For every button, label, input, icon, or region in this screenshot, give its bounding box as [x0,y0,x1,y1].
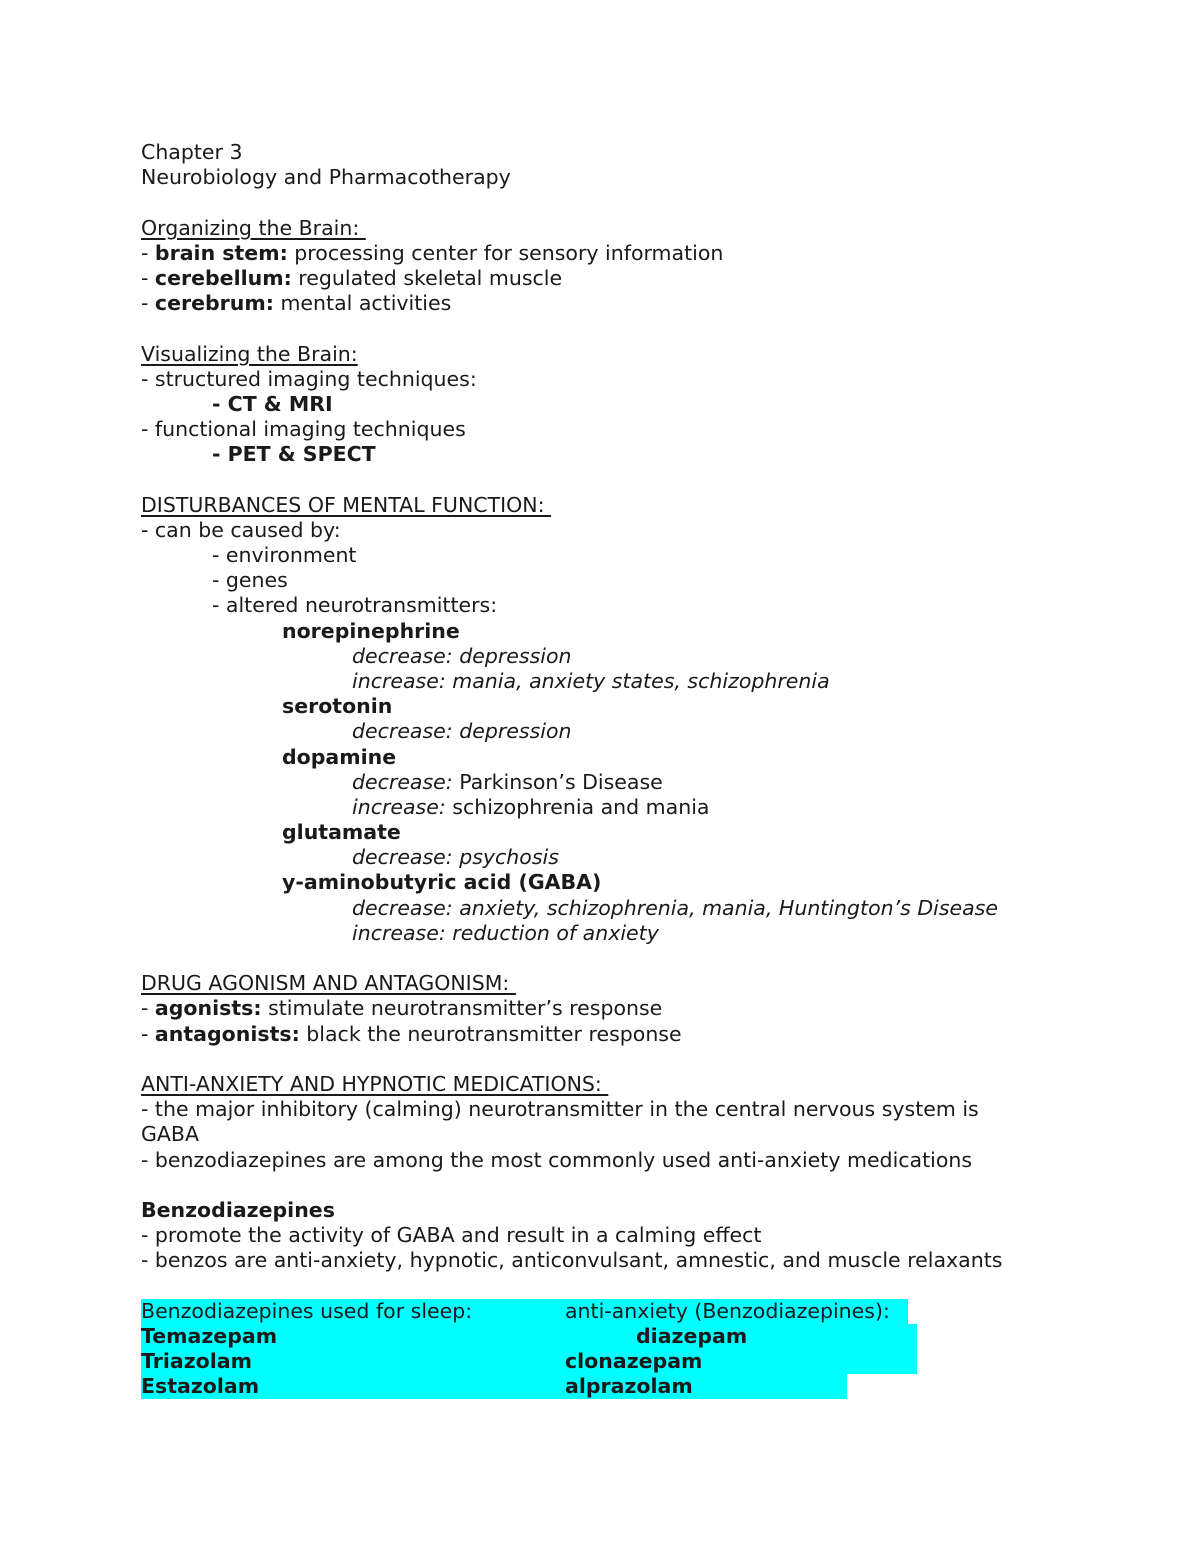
list-item: - structured imaging techniques: [141,366,477,391]
term-antagonists: antagonists: [154,1021,300,1046]
effect-line: increase: mania, anxiety states, schizophrenia [352,668,830,693]
effect-line: decrease: anxiety, schizophrenia, mania, Huntington’s Disease [352,895,998,920]
paragraph-line: - the major inhibitory (calming) neurotransmitter in the central nervous system is [141,1097,979,1122]
table-cell-anxiety: alprazolam [565,1374,693,1399]
section-heading-disturbances: DISTURBANCES OF MENTAL FUNCTION: [141,492,552,517]
neurotransmitter-serotonin: serotonin [282,694,393,719]
list-item: - brain stem: processing center for sensory information [141,240,724,265]
list-item: - cerebrum: mental activities [141,291,452,316]
effect-line: decrease: depression [352,719,572,744]
effect-line [141,795,1071,820]
section-heading-benzodiazepines: Benzodiazepines [141,1197,335,1222]
neurotransmitter-glutamate: glutamate [282,820,401,845]
effect-text: Parkinson’s Disease [452,769,663,794]
section-disturbances [141,493,1071,518]
table-cell-sleep: Estazolam [141,1374,260,1399]
table-cell-sleep: Temazepam [141,1323,278,1348]
term-agonists: agonists: [154,996,262,1021]
neurotransmitter-norepinephrine: norepinephrine [282,618,460,643]
desc-cerebellum: regulated skeletal muscle [291,265,563,290]
list-subitem: - PET & SPECT [212,442,376,467]
desc-antagonists: black the neurotransmitter response [299,1021,682,1046]
paragraph-line: - promote the activity of GABA and result in a calming effect [141,1223,762,1248]
list-item: - can be caused by: [141,517,341,542]
list-item: - cerebellum: regulated skeletal muscle [141,265,563,290]
paragraph-line: GABA [141,1122,199,1147]
section-heading-organizing: Organizing the Brain: [141,215,366,240]
list-subitem: - environment [212,543,357,567]
table-header-sleep: Benzodiazepines used for sleep: [141,1298,473,1323]
paragraph-line: - benzodiazepines are among the most commonly used anti-anxiety medications [141,1147,973,1172]
list-item: - agonists: stimulate neurotransmitter’s response [141,996,663,1021]
term-cerebellum: cerebellum: [154,265,292,290]
table-cell-sleep: Triazolam [141,1349,252,1373]
chapter-label: Chapter 3 [141,140,243,164]
paragraph-line: - benzos are anti-anxiety, hypnotic, anticonvulsant, amnestic, and muscle relaxants [141,1248,1003,1273]
section-heading-anti-anxiety: ANTI-ANXIETY AND HYPNOTIC MEDICATIONS: [141,1071,609,1096]
effect-label: increase: [352,794,446,819]
section-visualizing [141,342,1071,367]
table-row [141,1324,1071,1349]
section-agonism [141,971,1071,996]
table-header-row [141,1299,1071,1324]
list-subitem: - genes [212,568,288,593]
list-item: - functional imaging techniques [141,417,466,442]
spacer [141,467,1071,492]
desc-agonists: stimulate neurotransmitter’s response [261,996,663,1021]
desc-brain-stem: processing center for sensory information [287,240,724,265]
neurotransmitter-gaba: y-aminobutyric acid (GABA) [282,870,602,895]
spacer [141,190,1071,215]
section-organizing [141,216,1071,241]
spacer [141,1047,1071,1072]
effect-line: increase: reduction of anxiety [352,920,659,945]
document-title: Neurobiology and Pharmacotherapy [141,165,511,190]
term-brain-stem: brain stem: [154,240,288,265]
table-cell-anxiety: diazepam [636,1323,748,1348]
section-heading-visualizing: Visualizing the Brain: [141,341,358,366]
desc-cerebrum: mental activities [273,291,452,316]
document-page [141,140,1071,1399]
highlight-band [141,1349,917,1374]
list-subitem: - CT & MRI [212,391,333,416]
list-subitem: - altered neurotransmitters: [212,593,498,618]
spacer [141,946,1071,971]
effect-text: schizophrenia and mania [445,794,710,819]
effect-label: decrease: [352,769,453,794]
spacer [141,1173,1071,1198]
table-header-anxiety: anti-anxiety (Benzodiazepines): [565,1298,890,1323]
table-row [141,1374,1071,1399]
table-cell-anxiety: clonazepam [565,1349,703,1373]
table-row [141,1349,1071,1374]
neurotransmitter-dopamine: dopamine [282,744,397,769]
term-cerebrum: cerebrum: [154,291,274,316]
section-anti-anxiety [141,1072,1071,1097]
effect-line: decrease: psychosis [352,845,559,870]
spacer [141,1273,1071,1298]
effect-line [141,770,1071,795]
effect-line: decrease: depression [352,643,572,668]
spacer [141,316,1071,341]
list-item: - antagonists: black the neurotransmitter response [141,1021,682,1046]
section-heading-agonism: DRUG AGONISM AND ANTAGONISM: [141,971,516,996]
